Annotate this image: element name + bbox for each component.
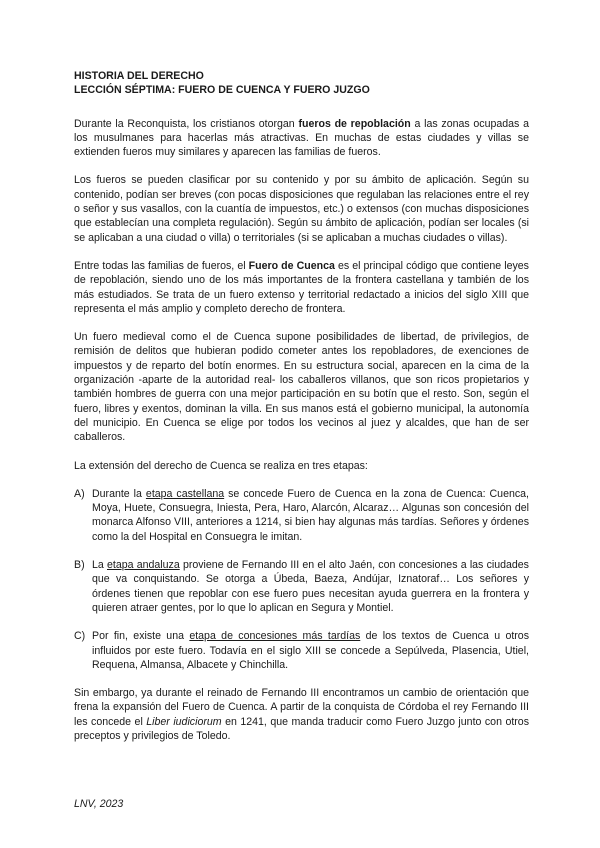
paragraph-social-structure: Un fuero medieval como el de Cuenca supone posibilidades de libertad, de privilegios, de remisión de delitos que hubieran podido cometer antes los repobladores, de exenciones de impuestos y de reparto del botín enormes. En su estructura social, aparecen en la cima de la organización -aparte de la autoridad real- los caballeros villanos, que son ricos propietarios y también hombres de guerra con una mejor participación en su botín que el resto. Son, según el fuero, libres y exentos, dominan la villa. En sus manos está el gobierno municipal, la autonomía del municipio. En Cuenca se elige por todos los vecinos al juez y alcaldes, que han de ser caballeros. (74, 331, 529, 444)
footer-signature: LNV, 2023 (74, 798, 124, 810)
term-etapa-castellana: etapa castellana (145, 487, 225, 500)
stage-item-andaluza: B) La etapa andaluza proviene de Fernando III en el alto Jaén, con concesiones a las ciudades que va conquistando. Se otorga a Úbeda, Baeza, Andújar, Iznatoraf… Los señores y órdenes tienen que repoblar con ese fuero pues necesitan ayuda guerrera en la frontera y quieren atraer gentes, por lo que lo aplican en Segura y Montiel. (74, 559, 529, 614)
stage-item-tardias: C) Por fin, existe una etapa de concesiones más tardías de los textos de Cuenca u otros influidos por este fuero. Todavía en el siglo XIII se concede a Sepúlveda, Plasencia, Utiel, Requena, Almansa, Albacete y Chinchilla. (74, 630, 529, 671)
term-etapa-tardias: etapa de concesiones más tardías (189, 630, 361, 643)
paragraph-intro: Durante la Reconquista, los cristianos otorgan fueros de repoblación a las zonas ocupadas a los musulmanes para hacerlas más atractivas. En muchas de estas ciudades y villas se extienden fueros muy similares y aparecen las familias de fueros. (74, 117, 529, 159)
paragraph-fuero-juzgo: Sin embargo, ya durante el reinado de Fernando III encontramos un cambio de orientación que frena la expansión del Fuero de Cuenca. A partir de la conquista de Córdoba el rey Fernando III les concede el Liber iudiciorum en 1241, que manda traducir como Fuero Juzgo junto con otros preceptos y privilegios de Toledo. (74, 687, 529, 742)
term-fuero-cuenca: Fuero de Cuenca (248, 259, 335, 272)
stage-item-castellana: A) Durante la etapa castellana se concede Fuero de Cuenca en la zona de Cuenca: Cuenca, Moya, Huete, Consuegra, Iniesta, Pera, Haro, Alarcón, Alcaraz… Algunas son concesión del monarca Alfonso VIII, anteriores a 1214, si bien hay algunas más tardías. Señores y órdenes como la del Hospital en Consuegra le imitan. (74, 487, 529, 543)
paragraph-classification: Los fueros se pueden clasificar por su contenido y por su ámbito de aplicación. Según su contenido, podían ser breves (con pocas disposiciones que regulaban las relaciones entre el rey o señor y sus vasallos, con la cuantía de impuestos, etc.) o extensos (con muchas disposiciones que establecían una completa regulación). Según su ámbito de aplicación, podían ser locales (si se aplicaban a una ciudad o villa) o territoriales (si se aplicaban a muchas ciudades o villas). (74, 174, 529, 244)
term-liber-iudiciorum: Liber iudiciorum (146, 715, 222, 728)
lesson-title: LECCIÓN SÉPTIMA: FUERO DE CUENCA Y FUERO JUZGO (74, 84, 370, 97)
paragraph-stages-intro: La extensión del derecho de Cuenca se realiza en tres etapas: (74, 459, 368, 472)
document-body (74, 69, 529, 743)
paragraph-fuero-cuenca: Entre todas las familias de fueros, el Fuero de Cuenca es el principal código que contiene leyes de repoblación, siendo uno de los más importantes de la frontera castellana y también de los más estudiados. Se trata de un fuero extenso y territorial redactado a inicios del siglo XIII que representa el más amplio y completo derecho de frontera. (74, 259, 529, 315)
term-fueros-repoblacion: fueros de repoblación (298, 117, 411, 130)
stages-list (74, 487, 529, 672)
term-etapa-andaluza: etapa andaluza (107, 559, 180, 572)
course-title: HISTORIA DEL DERECHO (74, 70, 204, 82)
